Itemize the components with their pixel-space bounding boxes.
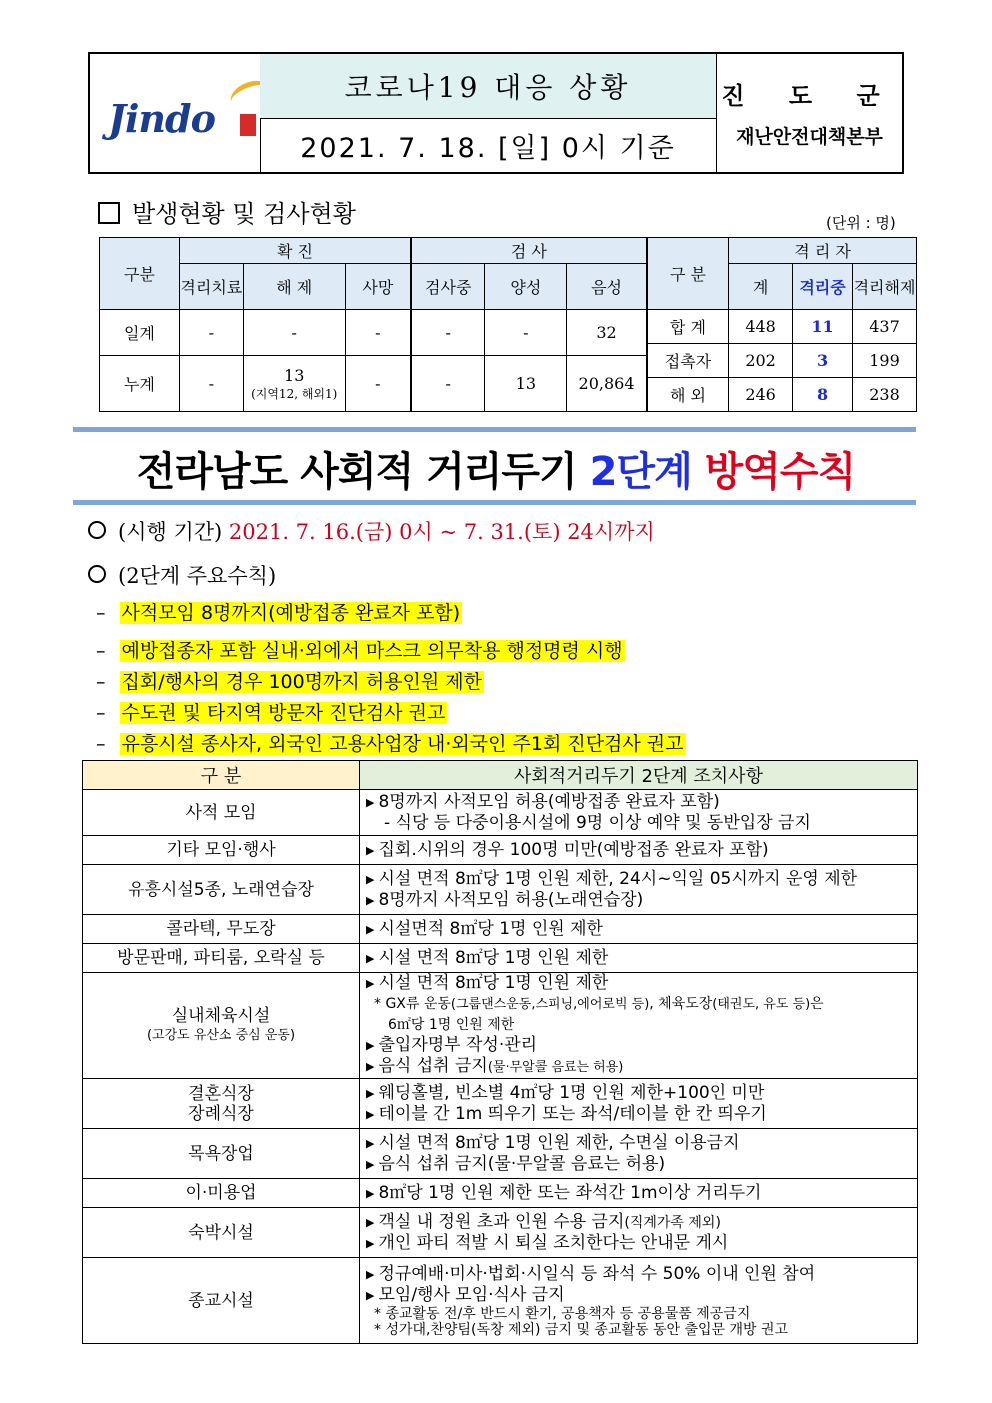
table-row: 사적 모임 ▶ 8명까지 사적모임 허용(예방접종 완료자 포함) - 식당 등 다중이용시설에 9명 이상 예약 및 동반입장 금지: [83, 790, 918, 836]
rules-table: [82, 760, 918, 1344]
th-category: 구 분: [83, 761, 360, 790]
th-quarantine-category: 구 분: [647, 238, 729, 310]
stats-table: 구분 확 진 검 사 구 분 격 리 자 격리치료 해 제 사망 검사중 양성 음성 계 격리중 격리해제 일계 - - - - - 32 합 계 448 11 437 접촉자 202 3 199 누계 - 13 (지역12, 해외1) - - 13 20,864 해 외 246 8 238: [99, 237, 917, 412]
table-row: 기타 모임·행사 ▶ 집회.시위의 경우 100명 미만(예방접종 완료자 포함): [83, 836, 918, 865]
section-title: 발생현황 및 검사현황: [98, 194, 356, 229]
divider-bottom: [73, 500, 916, 505]
divider-top: [73, 427, 916, 432]
th-positive: 양성: [485, 264, 567, 310]
report-title: 코로나19 대응 상황: [260, 54, 717, 119]
org-dept: 재난안전대책본부: [736, 126, 883, 148]
logo-text: Jindo: [108, 96, 215, 141]
table-row: 결혼식장 장례식장 ▶ 웨딩홀별, 빈소별 4㎡당 1명 인원 제한+100인 미만 ▶ 테이블 간 1m 띄우기 또는 좌석/테이블 한 칸 띄우기: [83, 1079, 918, 1129]
th-isolation: 격리치료: [179, 264, 243, 310]
org-name: 진 도 군: [721, 81, 898, 110]
th-in-quarantine: 격리중: [793, 264, 853, 310]
circle-bullet-icon: [88, 521, 106, 539]
main-rule-item: – 수도권 및 타지역 방문자 진단검사 권고: [96, 702, 446, 724]
table-row: 유흥시설5종, 노래연습장 ▶ 시설 면적 8㎡당 1명 인원 제한, 24시~익일 05시까지 운영 제한 ▶ 8명까지 사적모임 허용(노래연습장): [83, 865, 918, 915]
logo-tag-icon: [240, 114, 256, 136]
table-row: 누계 - 13 (지역12, 해외1) - - 13 20,864: [100, 356, 917, 378]
unit-label: (단위 : 명): [826, 214, 896, 232]
th-quarantine: 격 리 자: [729, 238, 917, 264]
th-death: 사망: [345, 264, 411, 310]
report-date: 2021. 7. 18. [일] 0시 기준: [260, 118, 717, 172]
th-total: 계: [729, 264, 793, 310]
table-row: 일계 - - - - - 32 합 계 448 11 437: [100, 310, 917, 344]
th-confirmed: 확 진: [179, 238, 411, 264]
th-negative: 음성: [567, 264, 647, 310]
period-line: (시행 기간) 2021. 7. 16.(금) 0시 ~ 7. 31.(토) 24시까지: [88, 516, 655, 546]
jindo-logo: [90, 54, 261, 172]
th-testing: 검사중: [411, 264, 485, 310]
th-measures: 사회적거리두기 2단계 조치사항: [360, 761, 918, 790]
table-row: 목욕장업 ▶ 시설 면적 8㎡당 1명 인원 제한, 수면실 이용금지 ▶ 음식 섭취 금지(물·무알콜 음료는 허용): [83, 1129, 918, 1179]
table-row: 콜라텍, 무도장 ▶ 시설면적 8㎡당 1명 인원 제한: [83, 915, 918, 944]
banner-title: 전라남도 사회적 거리두기 2단계 방역수칙: [136, 449, 856, 495]
main-rules-title: (2단계 주요수칙): [88, 560, 276, 590]
main-rule-item: – 유흥시설 종사자, 외국인 고용사업장 내·외국인 주1회 진단검사 권고: [96, 733, 684, 755]
checkbox-square-icon: [98, 202, 120, 224]
main-rule-item: – 사적모임 8명까지(예방접종 완료자 포함): [96, 602, 461, 624]
th-quarantine-released: 격리해제: [852, 264, 916, 310]
table-row: 종교시설 ▶ 정규예배·미사·법회·시일식 등 좌석 수 50% 이내 인원 참여 ▶ 모임/행사 모임·식사 금지 * 종교활동 전/후 반드시 환기, 공용책자 등 공용물품 제공금지 * 성가대,찬양팀(독창 제외) 금지 및 종교활동 동안 출입문 개방 권고: [83, 1258, 918, 1344]
table-row: 방문판매, 파티룸, 오락실 등 ▶ 시설 면적 8㎡당 1명 인원 제한: [83, 944, 918, 973]
th-test: 검 사: [411, 238, 647, 264]
main-rule-item: – 예방접종자 포함 실내·외에서 마스크 의무착용 행정명령 시행: [96, 640, 623, 662]
table-row: 실내체육시설 (고강도 유산소 중심 운동) ▶ 시설 면적 8㎡당 1명 인원 제한 * GX류 운동(그룹댄스운동,스피닝,에어로빅 등), 체육도장(태권도, 유도 등)은 6㎡당 1명 인원 제한 ▶ 출입자명부 작성·관리 ▶ 음식 섭취 금지(물·무알콜 음료는 허용): [83, 973, 918, 1079]
main-rule-item: – 집회/행사의 경우 100명까지 허용인원 제한: [96, 671, 482, 693]
header-box: [88, 52, 904, 174]
circle-bullet-icon: [88, 565, 106, 583]
th-category: 구분: [100, 238, 180, 310]
table-row: 숙박시설 ▶ 객실 내 정원 초과 인원 수용 금지(직계가족 제외) ▶ 개인 파티 적발 시 퇴실 조치한다는 안내문 게시: [83, 1208, 918, 1258]
table-row: 이·미용업 ▶ 8㎡당 1명 인원 제한 또는 좌석간 1m이상 거리두기: [83, 1179, 918, 1208]
th-released: 해 제: [243, 264, 345, 310]
